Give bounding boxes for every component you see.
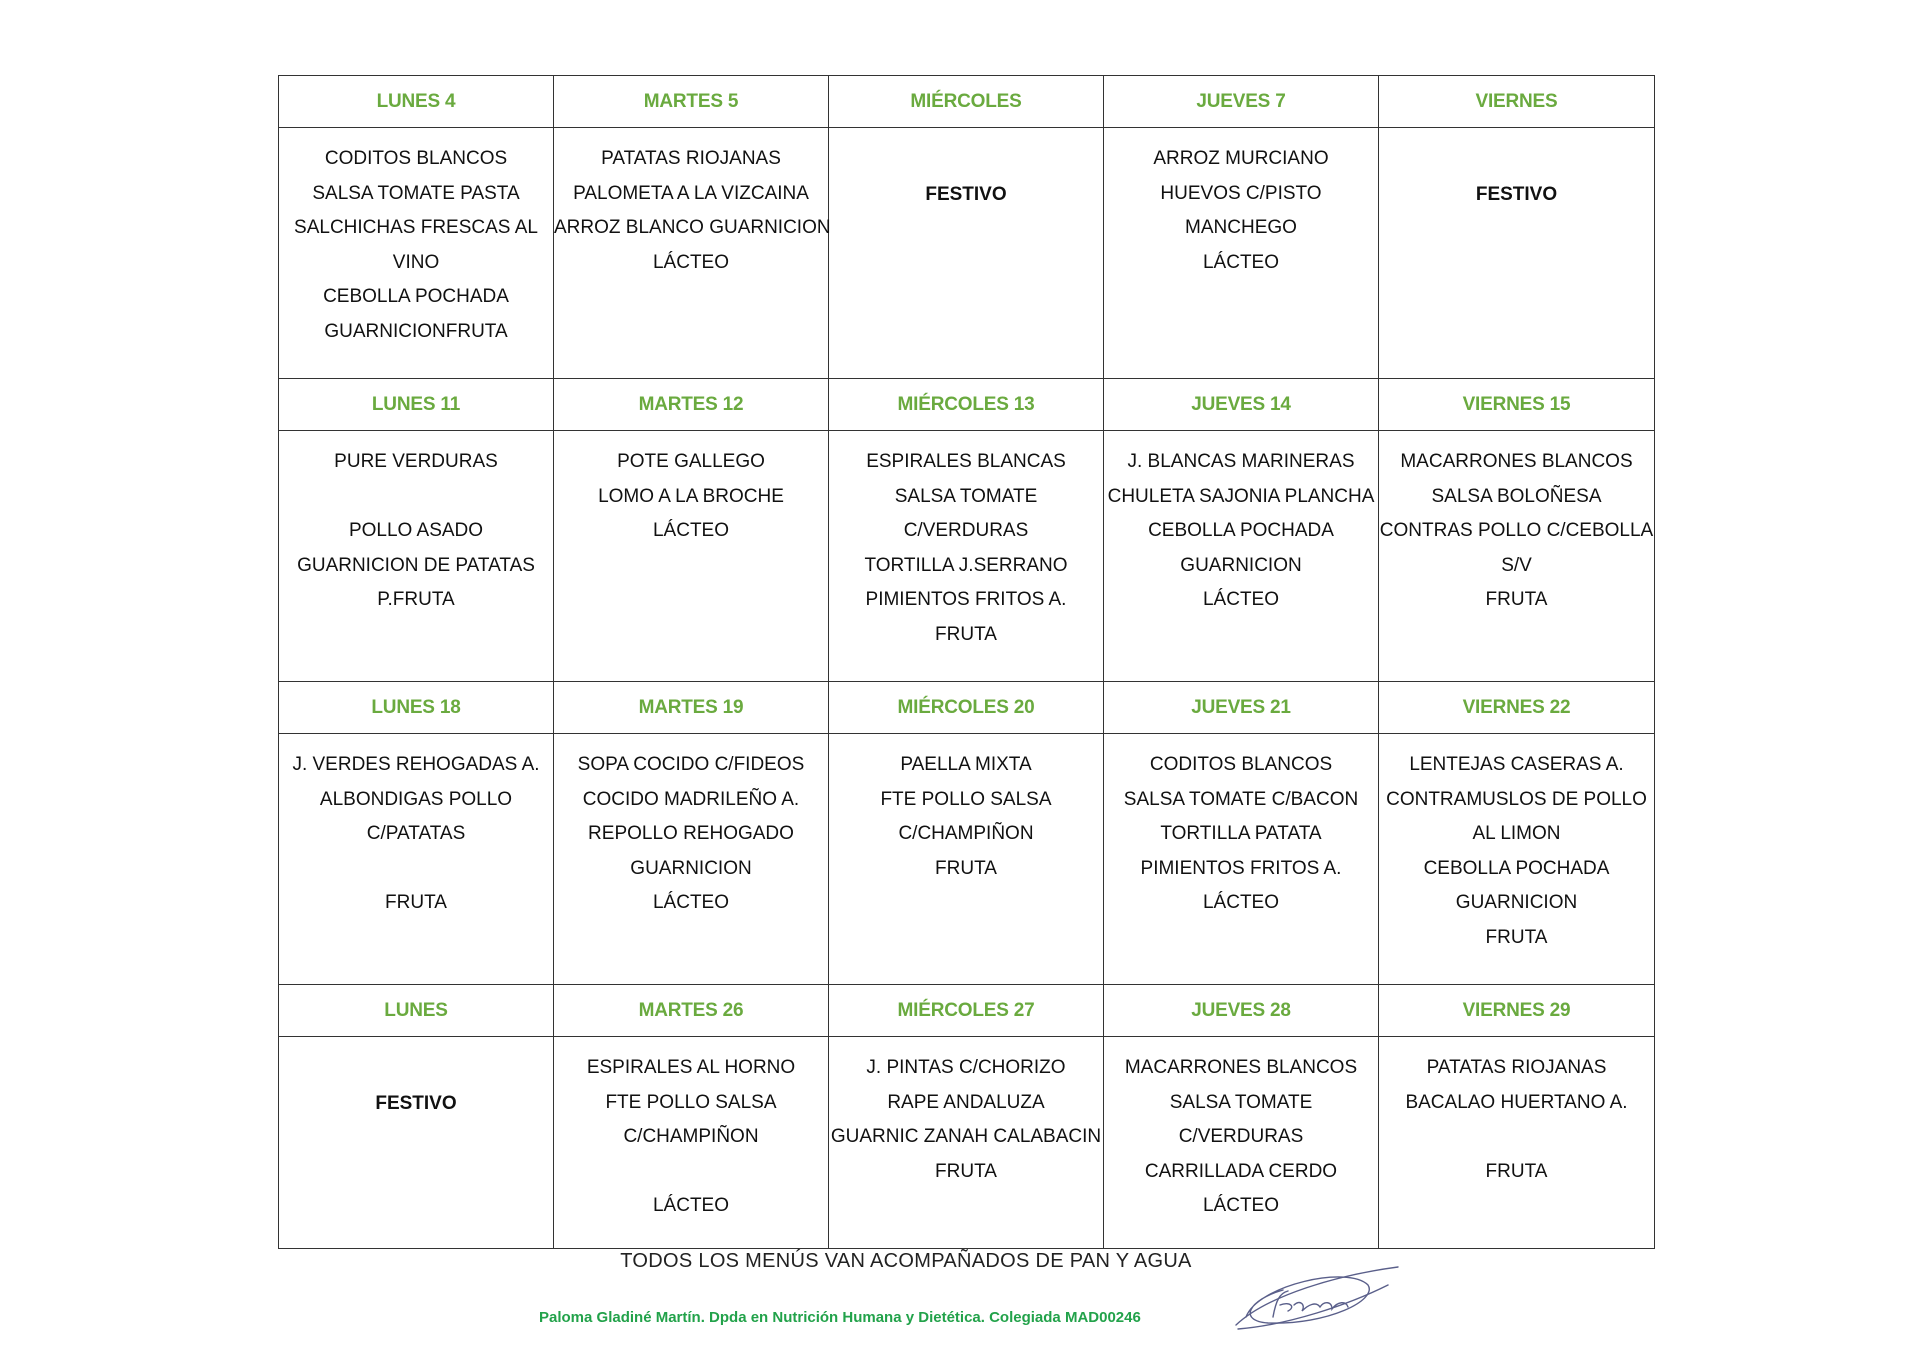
dish-item: CEBOLLA POCHADA [1423,857,1610,879]
dish-item: SALCHICHAS FRESCAS AL [294,217,538,238]
dish-item: P.FRUTA [377,589,455,610]
dish-item: GUARNICIONFRUTA [324,320,508,342]
dish-item: CONTRAS POLLO C/CEBOLLA [1379,520,1654,541]
dish-item: SALSA TOMATE [1169,1091,1313,1113]
day-header: MIÉRCOLES [829,76,1104,128]
dish-item: LÁCTEO [652,1195,730,1216]
dish-item: LÁCTEO [1202,892,1280,913]
dish-item: CEBOLLA POCHADA [1148,520,1334,541]
dish-item: GUARNICION [1180,554,1302,576]
dish-item: PAELLA MIXTA [900,754,1032,775]
dish-item: MACARRONES BLANCOS [1124,1057,1358,1078]
dish-item: POTE GALLEGO [617,451,765,472]
day-menu-cell [829,128,1104,379]
day-header: JUEVES 21 [1104,682,1379,734]
day-header: LUNES [279,985,554,1037]
dish-item: ESPIRALES AL HORNO [586,1057,796,1078]
day-header: VIERNES 15 [1379,379,1655,431]
week-header-row [279,682,1655,734]
dish-item: CARRILLADA CERDO [1144,1160,1338,1182]
dish-item: MANCHEGO [1185,217,1297,238]
dish-item: CODITOS BLANCOS [1149,754,1333,775]
dish-item [554,1155,828,1190]
dish-item: C/CHAMPIÑON [898,823,1034,844]
day-menu-cell [554,734,829,985]
dish-item: CODITOS BLANCOS [324,148,508,169]
dish-item: PATATAS RIOJANAS [601,148,781,169]
dish-item: PIMIENTOS FRITOS A. [865,589,1067,610]
dish-item: LÁCTEO [652,520,730,541]
dish-item: SALSA BOLOÑESA [1431,485,1602,507]
dish-item: TORTILLA PATATA [1160,823,1322,844]
day-header: VIERNES 29 [1379,985,1655,1037]
dish-item: SALSA TOMATE PASTA [312,182,520,204]
nutritionist-credit: Paloma Gladiné Martín. Dpda en Nutrición Humana y Dietética. Colegiada MAD00246 [539,1309,1141,1326]
day-menu-cell [1379,128,1655,379]
day-menu-cell [554,1037,829,1249]
dish-item: FRUTA [935,623,997,645]
dish-item: FRUTA [935,1160,997,1182]
week-menu-row [279,734,1655,985]
day-header: LUNES 11 [279,379,554,431]
dish-item: SALSA TOMATE [894,485,1038,507]
dish-item: GUARNICION [1455,892,1578,913]
day-menu-cell [279,431,554,682]
day-header: MIÉRCOLES 13 [829,379,1104,431]
day-menu-cell [1104,431,1379,682]
week-header-row [279,379,1655,431]
day-header: MIÉRCOLES 27 [829,985,1104,1037]
dish-item: MACARRONES BLANCOS [1400,451,1633,472]
dish-item: LENTEJAS CASERAS A. [1409,754,1624,775]
dish-item: VINO [392,251,440,273]
holiday-label: FESTIVO [1475,184,1558,205]
day-header: MARTES 26 [554,985,829,1037]
dish-item: ARROZ BLANCO GUARNICION [554,217,831,238]
day-menu-cell [1379,431,1655,682]
day-header: LUNES 18 [279,682,554,734]
dish-item: LÁCTEO [1202,251,1280,273]
dish-item: ARROZ MURCIANO [1153,148,1329,169]
dish-item: SOPA COCIDO C/FIDEOS [577,754,805,775]
dish-item: SALSA TOMATE C/BACON [1123,788,1359,810]
dish-item: AL LIMON [1472,823,1561,844]
signature-image [1228,1255,1408,1335]
dish-item: LÁCTEO [652,251,730,273]
week-header-row [279,985,1655,1037]
day-header: JUEVES 28 [1104,985,1379,1037]
day-header: VIERNES [1379,76,1655,128]
day-header: JUEVES 14 [1104,379,1379,431]
dish-item: FRUTA [385,892,447,913]
day-header: LUNES 4 [279,76,554,128]
dish-item: C/PATATAS [366,823,466,844]
week-menu-row [279,431,1655,682]
dish-item: PURE VERDURAS [334,451,498,472]
dish-item: ESPIRALES BLANCAS [866,451,1066,472]
dish-item [279,852,553,887]
dish-item: TORTILLA J.SERRANO [864,554,1068,576]
dish-item: J. BLANCAS MARINERAS [1127,451,1355,472]
dish-item: HUEVOS C/PISTO [1160,182,1322,204]
holiday-label: FESTIVO [375,1093,457,1114]
dish-item: GUARNICION [630,857,752,879]
dish-item: C/VERDURAS [903,520,1029,541]
dish-item: C/CHAMPIÑON [623,1126,759,1147]
day-menu-cell [279,1037,554,1249]
dish-item: BACALAO HUERTANO A. [1405,1091,1628,1113]
footer-note: TODOS LOS MENÚS VAN ACOMPAÑADOS DE PAN Y AGUA [620,1250,1192,1272]
day-menu-cell [829,734,1104,985]
dish-item: FTE POLLO SALSA [605,1091,777,1113]
dish-item: GUARNICION DE PATATAS [297,554,535,576]
weekly-menu-table [278,75,1655,1249]
day-menu-cell [279,734,554,985]
dish-item: J. VERDES REHOGADAS A. [292,754,540,775]
dish-item: CONTRAMUSLOS DE POLLO [1386,788,1647,810]
dish-item: FRUTA [1485,1160,1548,1182]
dish-item: RAPE ANDALUZA [887,1091,1045,1113]
day-header: MIÉRCOLES 20 [829,682,1104,734]
day-header: MARTES 19 [554,682,829,734]
day-menu-cell [1104,734,1379,985]
dish-item: FTE POLLO SALSA [880,788,1052,810]
day-menu-cell [1379,1037,1655,1249]
dish-item: LOMO A LA BROCHE [598,485,784,507]
day-header: JUEVES 7 [1104,76,1379,128]
dish-item: LÁCTEO [1202,1195,1280,1216]
dish-item: PALOMETA A LA VIZCAINA [573,182,809,204]
day-header: MARTES 12 [554,379,829,431]
day-menu-cell [829,1037,1104,1249]
day-header: VIERNES 22 [1379,682,1655,734]
day-menu-cell [1104,1037,1379,1249]
dish-item: FRUTA [935,857,997,879]
dish-item: LÁCTEO [1202,589,1280,610]
week-menu-row [279,128,1655,379]
day-menu-cell [554,128,829,379]
dish-item: CHULETA SAJONIA PLANCHA [1107,485,1375,507]
dish-item: POLLO ASADO [348,520,484,541]
day-menu-cell [829,431,1104,682]
holiday-label: FESTIVO [925,184,1007,205]
day-menu-cell [554,431,829,682]
day-menu-cell [1104,128,1379,379]
dish-item: FRUTA [1485,926,1548,948]
day-menu-cell [279,128,554,379]
dish-item: ALBONDIGAS POLLO [319,788,513,810]
day-header: MARTES 5 [554,76,829,128]
dish-item: COCIDO MADRILEÑO A. [582,788,800,810]
dish-item: LÁCTEO [652,892,730,913]
day-menu-cell [1379,734,1655,985]
dish-item: PIMIENTOS FRITOS A. [1140,857,1342,879]
week-header-row [279,76,1655,128]
dish-item: FRUTA [1485,589,1548,610]
dish-item: CEBOLLA POCHADA [323,286,509,307]
week-menu-row [279,1037,1655,1249]
dish-item: GUARNIC ZANAH CALABACIN [830,1126,1102,1147]
dish-item: PATATAS RIOJANAS [1426,1057,1607,1078]
dish-item [279,480,553,515]
dish-item [1379,1120,1654,1155]
dish-item: J. PINTAS C/CHORIZO [866,1057,1066,1078]
dish-item: REPOLLO REHOGADO [588,823,794,844]
dish-item: S/V [1501,554,1532,576]
dish-item: C/VERDURAS [1178,1126,1304,1147]
